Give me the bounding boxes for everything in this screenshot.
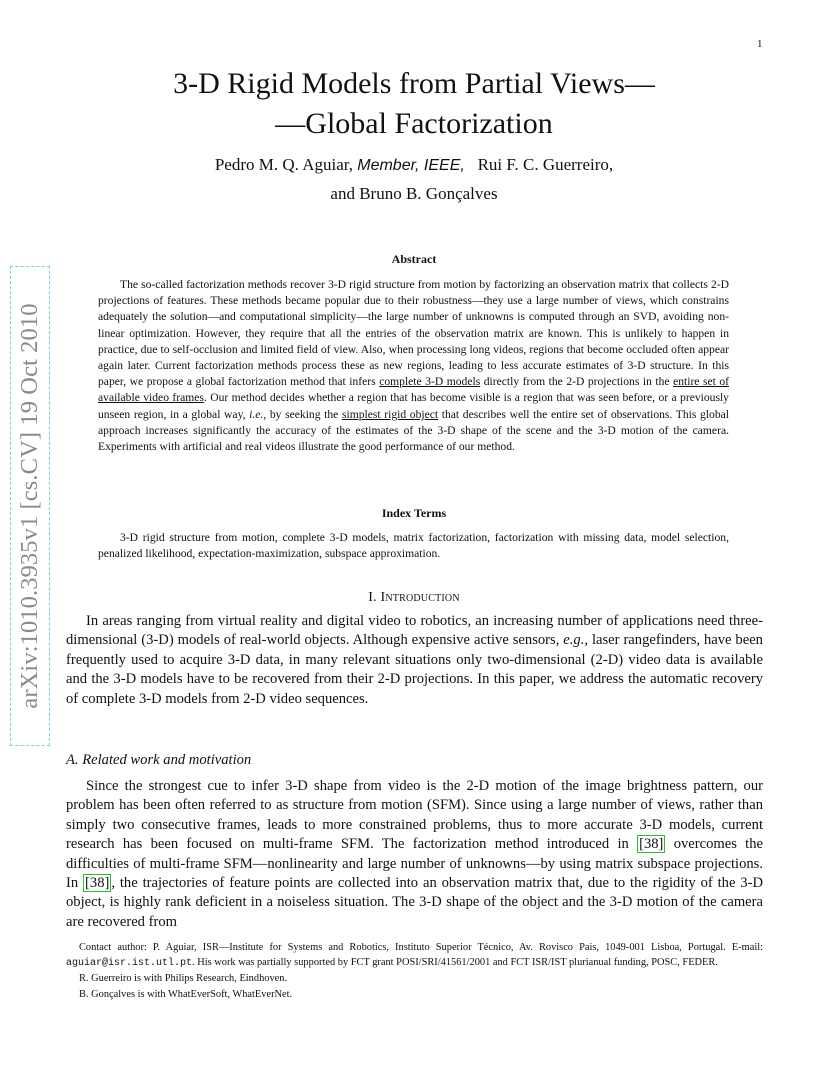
ieee-membership: Member, IEEE,: [357, 157, 465, 174]
paper-title: [64, 64, 764, 144]
author-goncalves: and Bruno B. Gonçalves: [330, 184, 498, 203]
arxiv-identifier-stamp: [10, 266, 50, 746]
index-terms-text: 3-D rigid structure from motion, complete 3-D models, matrix factorization, factorization with missing data, model selection, penalized likelihood, expectation-maximization, subspace approximation.: [98, 531, 729, 561]
arxiv-identifier: arXiv:1010.3935v1 [cs.CV] 19 Oct 2010: [16, 303, 43, 709]
abstract-underline-complete-models: complete 3-D models: [379, 375, 481, 389]
contact-email: aguiar@isr.ist.utl.pt: [66, 958, 193, 970]
citation-link-38[interactable]: [38]: [639, 836, 664, 853]
title-line-2: —Global Factorization: [275, 107, 553, 140]
title-line-1: 3-D Rigid Models from Partial Views—: [173, 67, 655, 100]
footnote-guerreiro: R. Guerreiro is with Philips Research, Eindhoven.: [79, 973, 288, 985]
abstract-heading: Abstract: [391, 252, 437, 266]
citation-link-38[interactable]: [38]: [85, 875, 110, 892]
footnote-contact: Contact author: P. Aguiar, ISR—Institute for Systems and Robotics, Instituto Superior Técnico, Av. Rovisco Pais, 1049-001 Lisboa, Portugal. E-mail: aguiar@isr.ist.utl.pt. His work was partially supported by FCT grant POSI/SRI/41561/2001 and FCT ISR/IST plurianual funding, POSC, FEDER.: [66, 942, 763, 970]
page-number: 1: [757, 38, 763, 50]
footnotes: [66, 940, 763, 1002]
related-work-paragraph: Since the strongest cue to infer 3-D shape from video is the 2-D motion of the image brightness pattern, our problem has been often referred to as structure from motion (SFM). Since using a large number of views, rather than simply two consecutive frames, leads to more constrained problems, thus to more accurate 3-D models, current research has been focused on multi-frame SFM. The factorization method introduced in [38] overcomes the difficulties of multi-frame SFM—nonlinearity and large number of unknowns—by using matrix subspace projections. In [38] , the trajectories of feature points are collected into an observation matrix that, due to the rigidity of the 3-D object, is highly rank deficient in a noiseless situation. The 3-D shape of the object and the 3-D motion of the camera are recovered from: [66, 778, 764, 930]
author-aguiar: Pedro M. Q. Aguiar,: [214, 155, 353, 174]
author-list: [64, 151, 764, 208]
abstract-text: The so-called factorization methods recover 3-D rigid structure from motion by factorizing an observation matrix that collects 2-D projections of features. These methods became popular due to their robustness—they use a large number of views, which constrains adequately the solution—and computational simplicity—the large number of unknowns is computed through an SVD, avoiding non-linear optimization. However, they require that all the entries of the observation matrix are known. This is unlikely to happen in practice, due to self-occlusion and limited field of view. Also, when processing long videos, regions that become occluded often appear again later. Current factorization methods process these as new regions, leading to less accurate estimates of 3-D structure. In this paper, we propose a global factorization method that infers complete 3-D models directly from the 2-D projections in the entire set of available video frames. Our method decides whether a region that has become visible is a region that was seen before, or a previously unseen region, in a global way, i.e., by seeking the simplest rigid object that describes well the entire set of observations. This global approach increases significantly the accuracy of the estimates of the 3-D shape of the scene and the 3-D motion of the camera. Experiments with artificial and real videos illustrate the good performance of our method.: [98, 278, 729, 454]
section-heading-introduction: I. Introduction: [368, 590, 460, 605]
footnote-goncalves: B. Gonçalves is with WhatEverSoft, WhatEverNet.: [79, 988, 293, 1000]
abstract-underline-entire-set: entire set of available video frames: [98, 375, 729, 405]
abstract-underline-simplest-object: simplest rigid object: [341, 407, 439, 421]
index-terms-heading: Index Terms: [381, 506, 447, 520]
author-guerreiro: Rui F. C. Guerreiro,: [477, 155, 614, 174]
introduction-paragraph: In areas ranging from virtual reality and digital video to robotics, an increasing number of applications need three-dimensional (3-D) models of real-world objects. Although expensive active sensors, e.g., laser rangefinders, have been frequently used to acquire 3-D data, in many relevant situations only two-dimensional (2-D) video data is available and the 3-D models have to be recovered from their 2-D projections. In this paper, we address the automatic recovery of complete 3-D models from 2-D video sequences.: [66, 613, 763, 707]
subsection-heading-related-work: A. Related work and motivation: [66, 752, 252, 768]
